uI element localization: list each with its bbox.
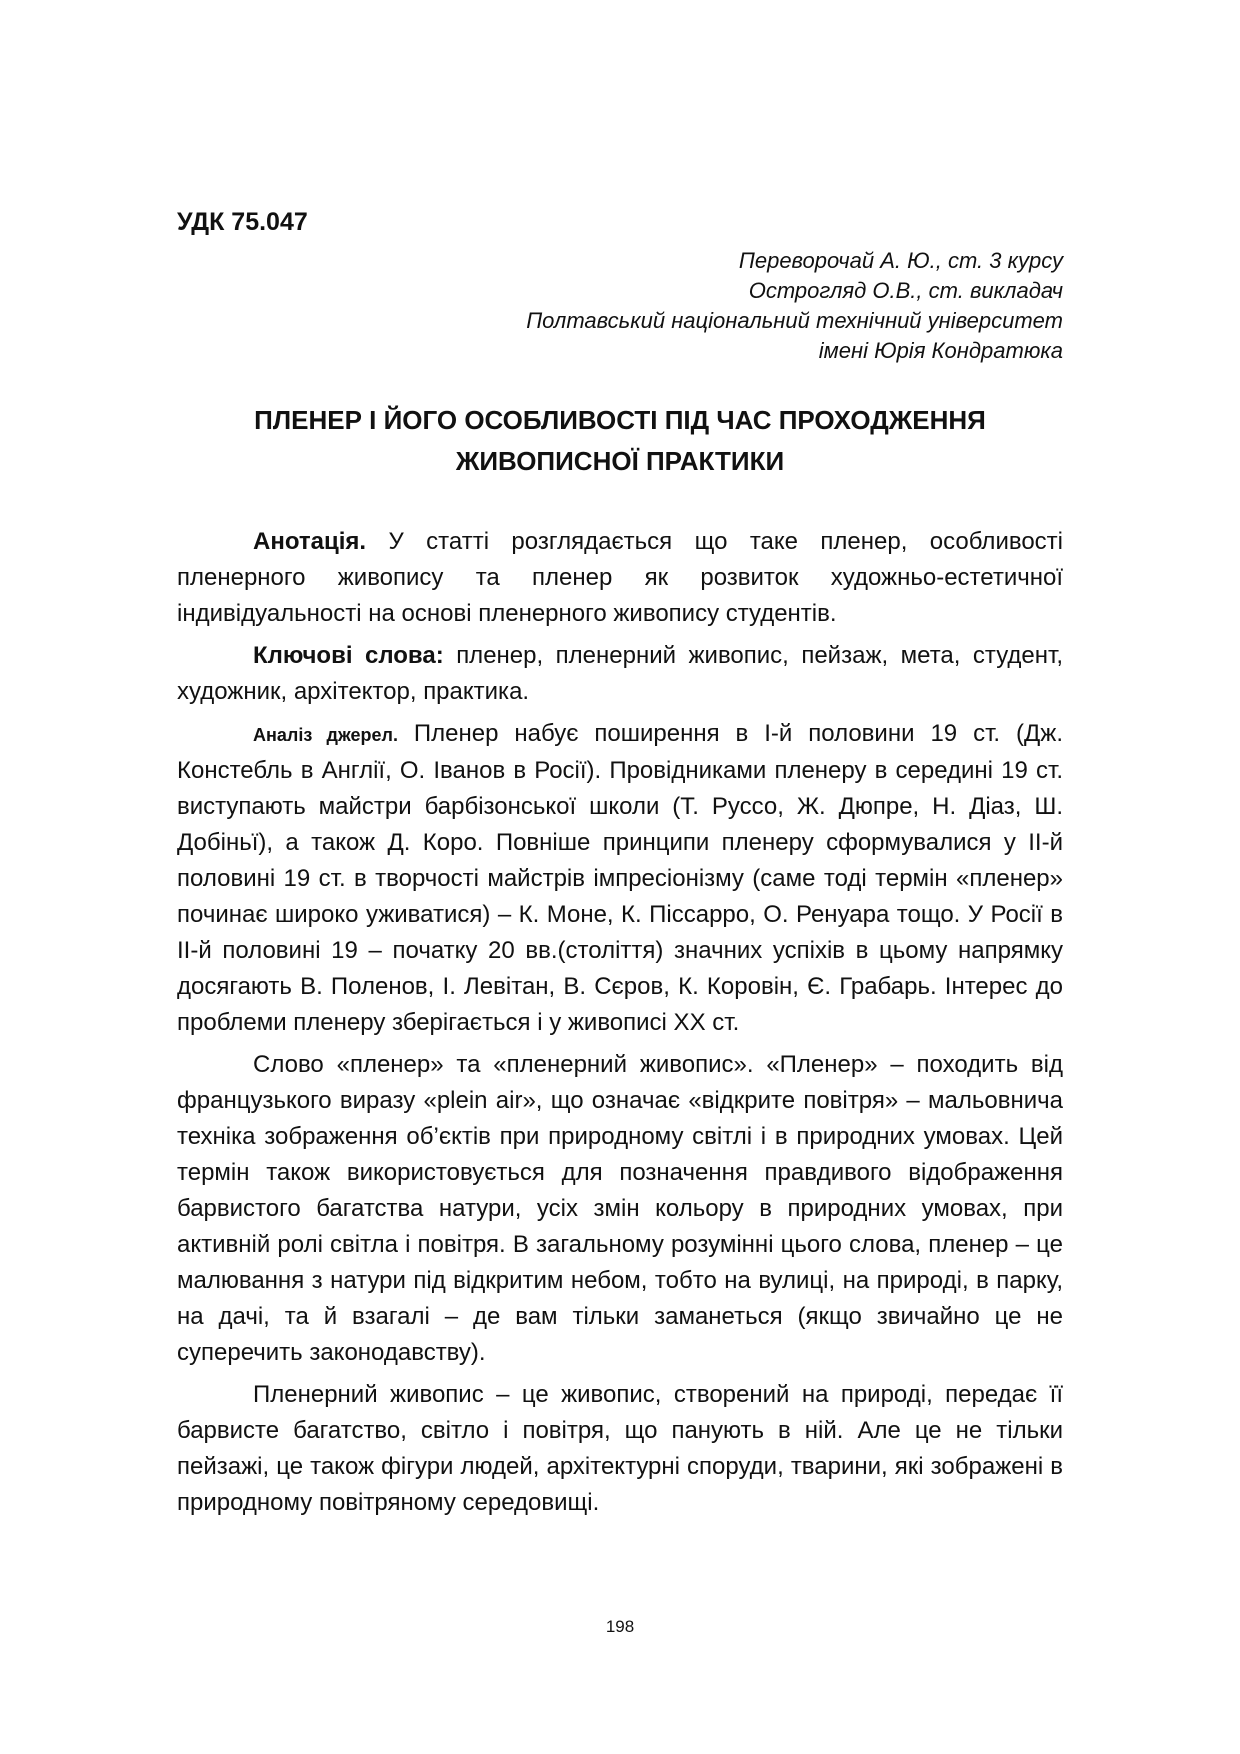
affiliation-line-1: Полтавський національний технічний університет [526, 308, 1063, 333]
paper-title-line-2: ЖИВОПИСНОЇ ПРАКТИКИ [455, 446, 785, 476]
body-paragraph-plein-air-term: Слово «пленер» та «пленерний живопис». «Пленер» – походить від французького виразу «plein air», що означає «відкрите повітря» – мальовнича техніка зображення об’єктів при природному світлі і в природних умовах. Цей термін також використовується для позначення правдивого відображення барвистого багатства натури, усіх змін кольору в природних умовах, при активній ролі світла і повітря. В загальному розумінні цього слова, пленер – це малювання з натури під відкритим небом, тобто на вулиці, на природі, в парку, на дачі, та й взагалі – де вам тільки заманеться (якщо звичайно це не суперечить законодавству). [177, 1051, 1063, 1366]
page-number: 198 [605, 1617, 635, 1636]
paper-title-line-1: ПЛЕНЕР І ЙОГО ОСОБЛИВОСТІ ПІД ЧАС ПРОХОДЖЕННЯ [254, 405, 986, 435]
sources-label: Аналіз джерел. [253, 725, 398, 745]
sources-text: Пленер набує поширення в І-й половини 19 ст. (Дж. Констебль в Англії, О. Іванов в Росії). Провідниками пленеру в середині 19 ст. виступають майстри барбізонської школи (Т. Руссо, Ж. Дюпре, Н. Діаз, Ш. Добіньї), а також Д. Коро. Повніше принципи пленеру сформувалися у ІІ-й половині 19 ст. в творчості майстрів імпресіонізму (саме тоді термін «пленер» починає широко уживатися) – К. Моне, К. Піссарро, О. Ренуара тощо. У Росії в ІІ-й половині 19 – початку 20 вв.(століття) значних успіхів в цьому напрямку досягають В. Поленов, І. Левітан, В. Сєров, К. Коровін, Є. Грабарь. Інтерес до проблеми пленеру зберігається і у живописі XX ст. [177, 720, 1063, 1036]
body-paragraph-plein-air-painting: Пленерний живопис – це живопис, створений на природі, передає її барвисте багатство, світло і повітря, що панують в ній. Але це не тільки пейзажі, це також фігури людей, архітектурні споруди, тварини, які зображені в природному повітряному середовищі. [177, 1381, 1063, 1516]
keywords-paragraph [177, 638, 1063, 710]
affiliation-line-2: імені Юрія Кондратюка [818, 338, 1063, 363]
abstract-paragraph [177, 524, 1063, 632]
author-line-2: Острогляд О.В., ст. викладач [748, 278, 1063, 303]
keywords-text: пленер, пленерний живопис, пейзаж, мета, студент, художник, архітектор, практика. [177, 642, 1063, 705]
author-block [526, 246, 1063, 366]
paper-body [177, 524, 1063, 1527]
udk-code: УДК 75.047 [177, 208, 308, 236]
author-line-1: Переворочай А. Ю., ст. 3 курсу [738, 248, 1063, 273]
paper-title [177, 400, 1063, 482]
abstract-label: Анотація. [253, 528, 367, 555]
keywords-label: Ключові слова: [253, 642, 444, 669]
abstract-text: У статті розглядається що таке пленер, особливості пленерного живопису та пленер як розвиток художньо-естетичної індивідуальності на основі пленерного живопису студентів. [177, 528, 1063, 627]
sources-paragraph [177, 716, 1063, 1041]
